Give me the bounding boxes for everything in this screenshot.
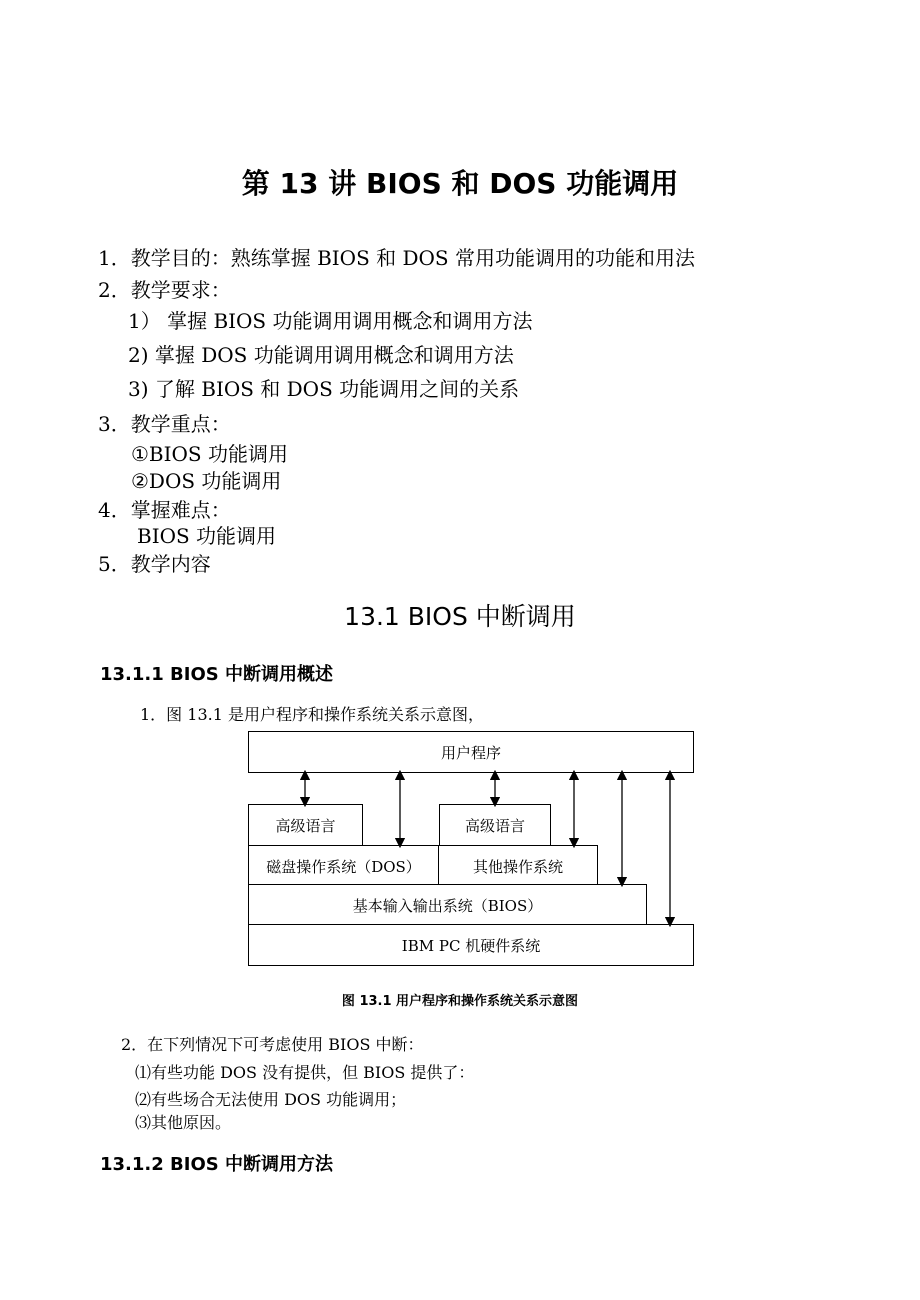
bios-usage-heading: 2．在下列情况下可考虑使用 BIOS 中断：	[121, 1035, 424, 1054]
bios-usage-reason-3: ⑶其他原因。	[135, 1113, 232, 1132]
bios-usage-reason-2: ⑵有些场合无法使用 DOS 功能调用；	[135, 1090, 407, 1109]
requirements-heading: 2．教学要求：	[98, 278, 231, 302]
bios-usage-reason-1: ⑴有些功能 DOS 没有提供，但 BIOS 提供了：	[135, 1063, 475, 1082]
section-title: 13.1 BIOS 中断调用	[344, 602, 576, 631]
difficulty-point: BIOS 功能调用	[137, 524, 277, 548]
key-points-heading: 3．教学重点：	[98, 412, 231, 436]
subsection-title-2: 13.1.2 BIOS 中断调用方法	[100, 1154, 333, 1175]
dos-box: 磁盘操作系统（DOS）	[248, 845, 439, 887]
subsection-title-1: 13.1.1 BIOS 中断调用概述	[100, 664, 333, 685]
requirement-3: 3) 了解 BIOS 和 DOS 功能调用之间的关系	[128, 377, 520, 401]
figure-caption: 图 13.1 用户程序和操作系统关系示意图	[341, 994, 579, 1009]
requirement-1: 1） 掌握 BIOS 功能调用调用概念和调用方法	[128, 309, 533, 333]
content-heading: 5．教学内容	[98, 552, 211, 576]
figure-intro: 1．图 13.1 是用户程序和操作系统关系示意图，	[140, 705, 484, 724]
high-level-language-box-1: 高级语言	[248, 804, 363, 846]
hardware-box: IBM PC 机硬件系统	[248, 924, 694, 966]
document-title: 第 13 讲 BIOS 和 DOS 功能调用	[241, 167, 679, 200]
key-point-2: ②DOS 功能调用	[131, 469, 282, 493]
bios-box: 基本输入输出系统（BIOS）	[248, 884, 647, 926]
user-program-box: 用户程序	[248, 731, 694, 773]
other-os-box: 其他操作系统	[438, 845, 598, 887]
key-point-1: ①BIOS 功能调用	[131, 442, 288, 466]
high-level-language-box-2: 高级语言	[439, 804, 551, 846]
difficulty-heading: 4．掌握难点：	[98, 498, 231, 522]
requirement-2: 2) 掌握 DOS 功能调用调用概念和调用方法	[128, 343, 514, 367]
objective-item: 1．教学目的：熟练掌握 BIOS 和 DOS 常用功能调用的功能和用法	[98, 246, 695, 270]
